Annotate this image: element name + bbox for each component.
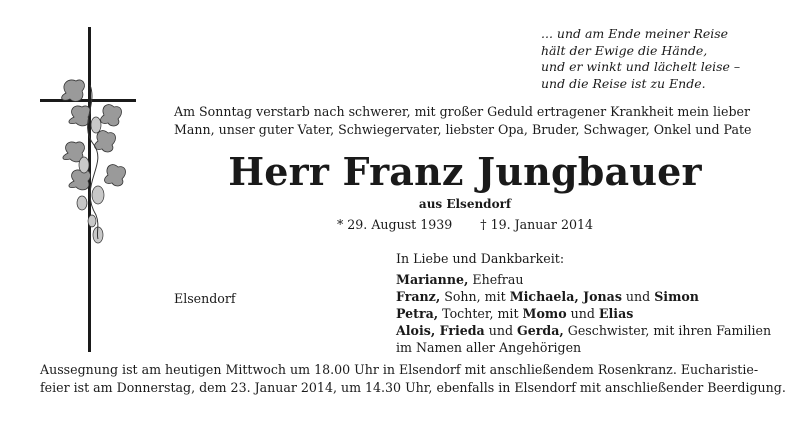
poem-line: und er winkt und lächelt leise – xyxy=(541,59,741,74)
intro-text xyxy=(174,103,759,139)
poem-line: hält der Ewige die Hände, xyxy=(541,42,708,58)
poem-line: und die Reise ist zu Ende. xyxy=(541,75,706,91)
family-line: Petra, Tochter, mit Momo und Elias xyxy=(396,306,634,321)
life-dates xyxy=(170,216,760,234)
family-line: Marianne, Ehefrau xyxy=(396,272,524,287)
family-line: Franz, Sohn, mit Michaela, Jonas und Simon xyxy=(396,289,699,304)
thanks-line: In Liebe und Dankbarkeit: xyxy=(396,251,565,266)
deceased-name: Herr Franz Jungbauer xyxy=(228,149,702,194)
poem xyxy=(541,26,740,92)
birth-date: * 29. August 1939 xyxy=(336,217,453,232)
footer-line: feier ist am Donnerstag, dem 23. Januar 2014, um 14.30 Uhr, ebenfalls in Elsendorf mit anschließender Beerdigung. xyxy=(40,380,786,395)
intro-line: Mann, unser guter Vater, Schwiegervater, liebster Opa, Bruder, Schwager, Onkel und Pate xyxy=(174,122,752,137)
intro-line: Am Sonntag verstarb nach schwerer, mit großer Geduld ertragener Krankheit mein lieber xyxy=(174,104,751,119)
family-line: im Namen aller Angehörigen xyxy=(396,340,582,355)
family-line: Alois, Frieda und Gerda, Geschwister, mit ihren Familien xyxy=(396,323,772,338)
death-date: † 19. Januar 2014 xyxy=(480,217,593,232)
place-label: Elsendorf xyxy=(174,291,236,306)
ceremony-info xyxy=(40,361,786,397)
deceased-origin: aus Elsendorf xyxy=(418,197,512,211)
family-signature xyxy=(396,250,771,356)
cross-with-hops-icon xyxy=(38,25,138,355)
footer-line: Aussegnung ist am heutigen Mittwoch um 18.00 Uhr in Elsendorf mit anschließendem Rosenkranz. Eucharistie- xyxy=(40,362,759,377)
poem-line: ... und am Ende meiner Reise xyxy=(541,26,729,41)
